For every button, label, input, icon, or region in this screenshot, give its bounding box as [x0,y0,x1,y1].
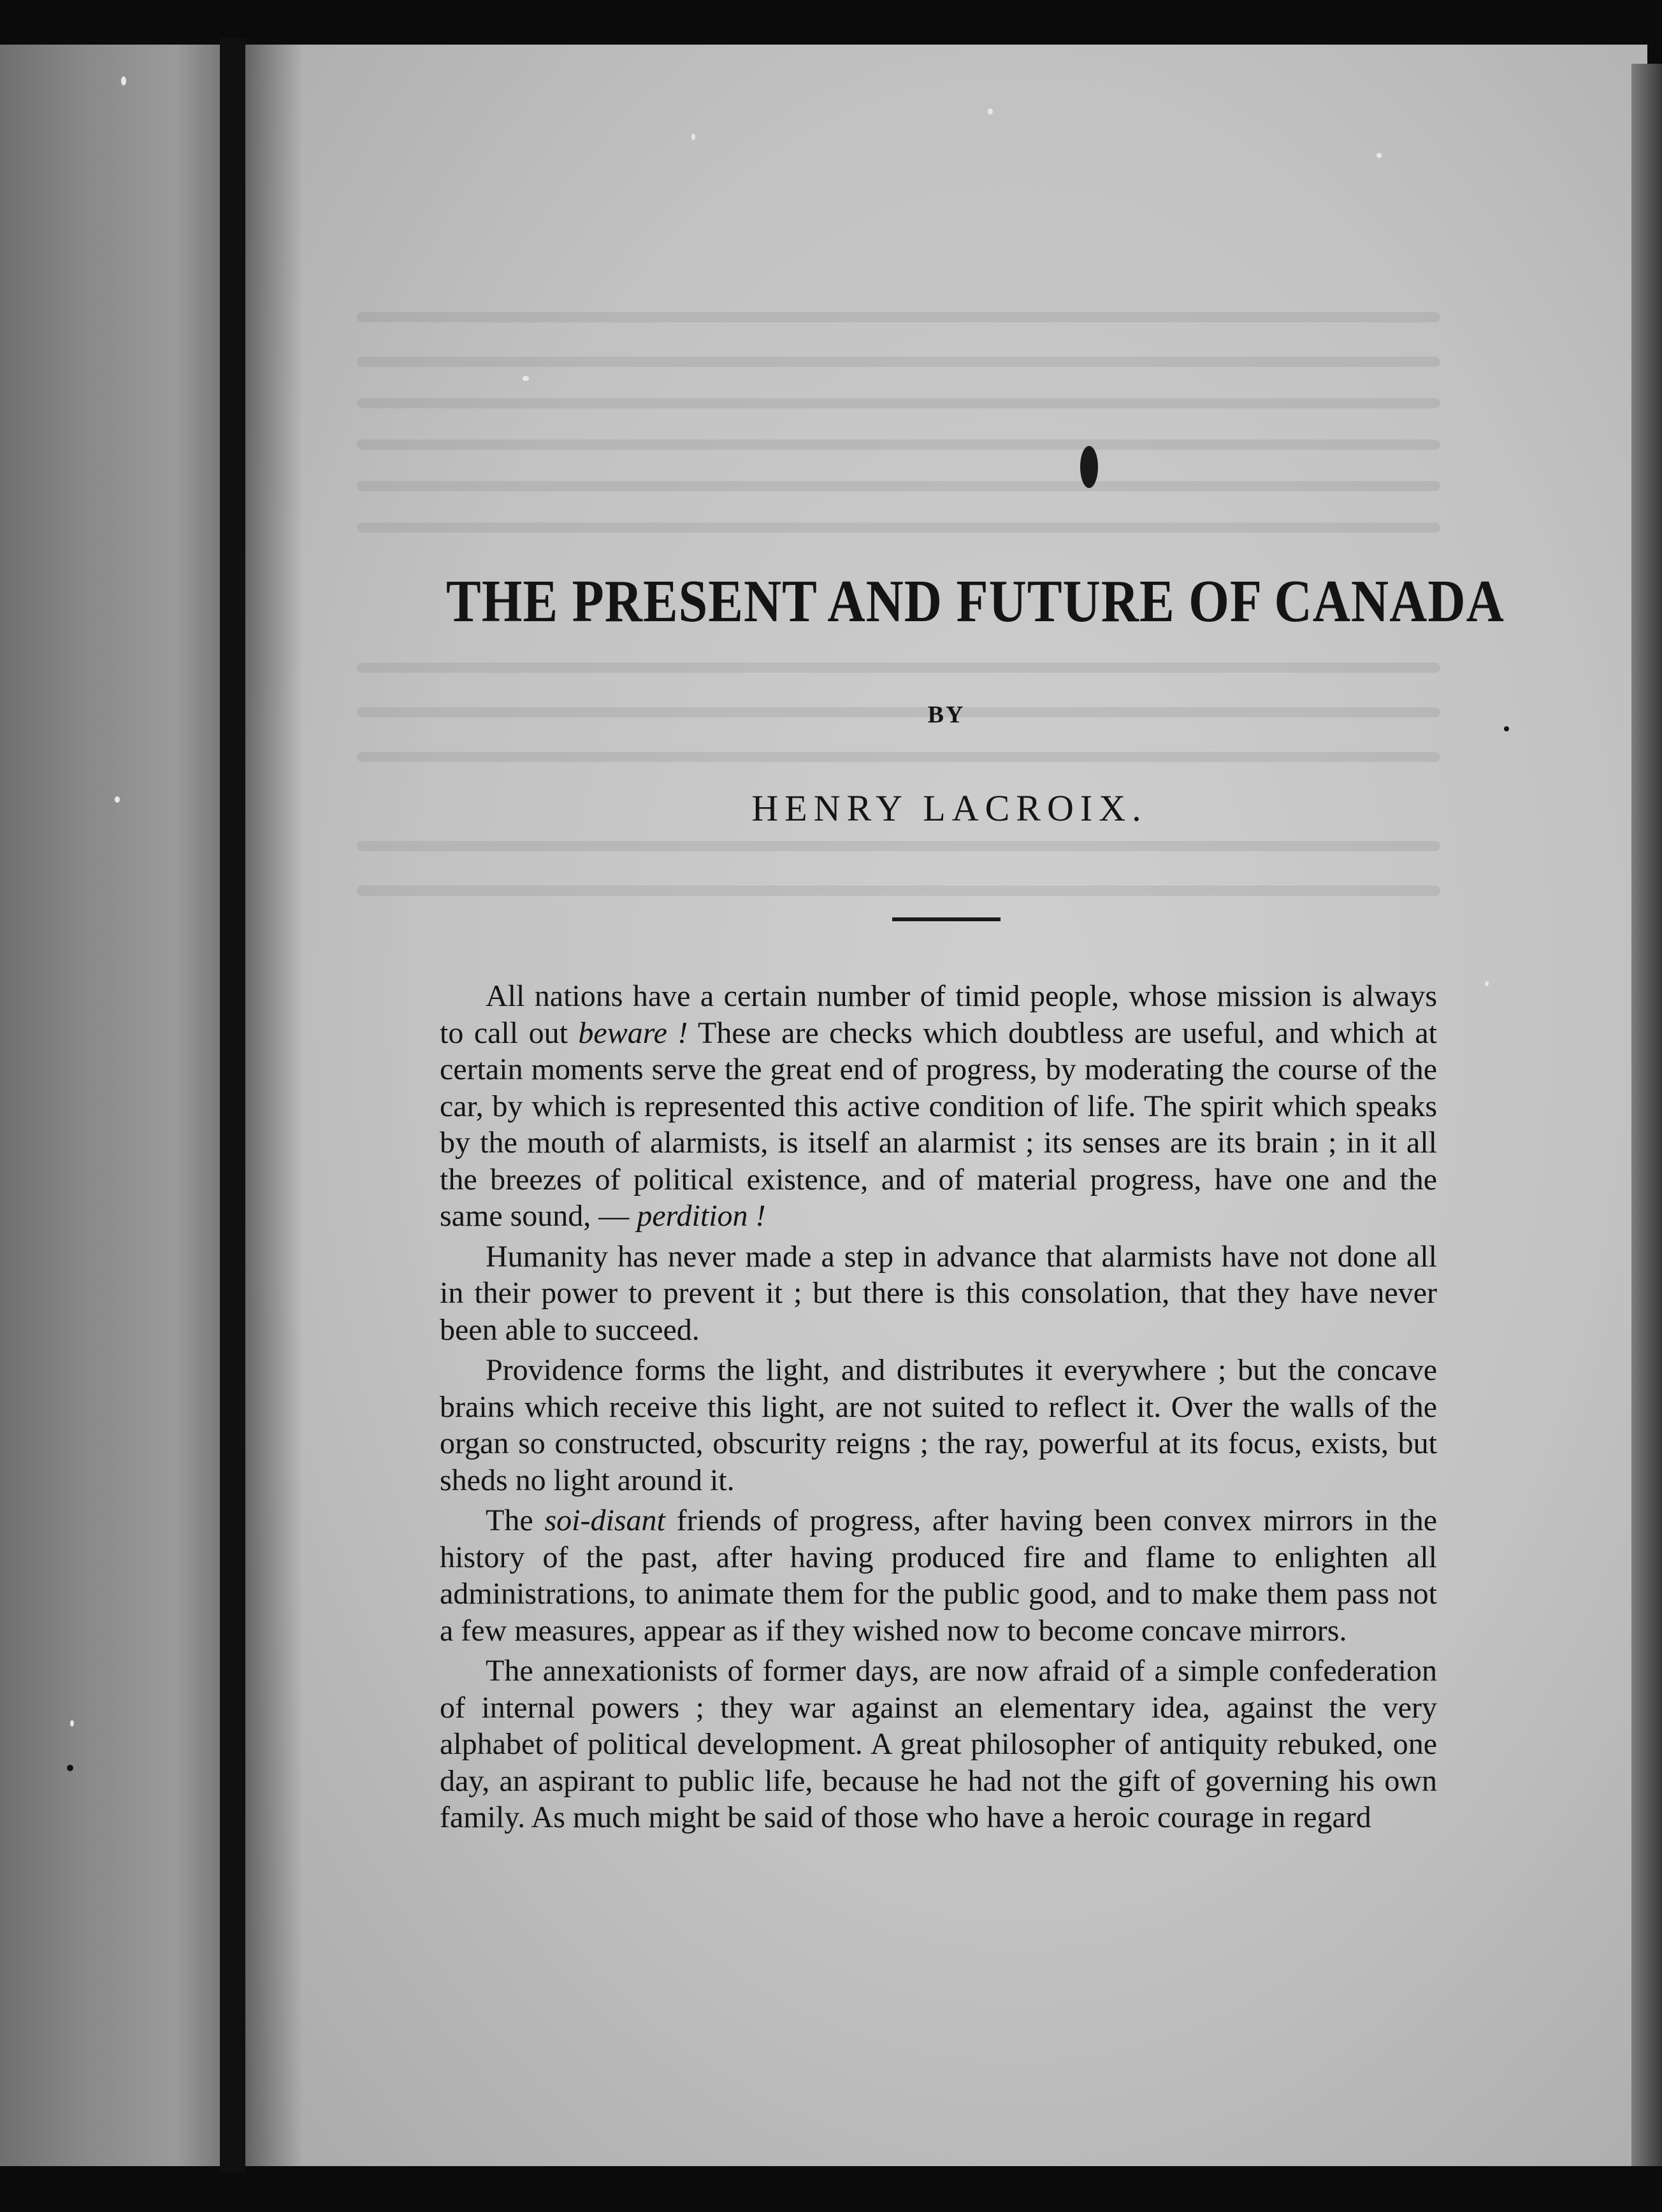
bleed-through-line [357,752,1440,762]
bleed-through-line [357,886,1440,896]
text-run: friends of progress, after having been convex mirrors in the history of the past, after having produced fire and flame to enlighten all administrations, to animate them for the public good, and to make them pass not a few measures, appear as if they wished now to become concave mirrors. [440,1504,1437,1648]
dust-speck [1377,153,1382,158]
paragraph: Providence forms the light, and distributes it everywhere ; but the concave brains which receive this light, are not suited to reflect it. Over the walls of the organ so constructed, obscurity reigns ; the ray, powerful at its focus, exists, but sheds no light around it. [440,1353,1437,1497]
bleed-through-line [357,663,1440,673]
byline-by: BY [927,701,965,728]
body-text [440,978,1437,1840]
paragraph: Humanity has never made a step in advance that alarmists have not done all in their power to prevent it ; but there is this consolation, that they have never been able to succeed. [440,1239,1437,1347]
page-title: THE PRESENT AND FUTURE OF CANADA [446,568,1505,635]
italic-text: soi-disant [544,1504,665,1537]
italic-text: beware ! [578,1016,688,1050]
dust-speck [1504,726,1509,731]
bleed-through-line [357,312,1440,322]
dust-speck [988,108,993,115]
book-gutter [220,38,245,2172]
bleed-through-line [357,522,1440,533]
text-run: All nations have a certain number of timid people, whose mission is always to call out [440,979,1437,1050]
dust-speck [70,1720,74,1727]
gutter-shadow [245,45,303,2166]
italic-text: perdition ! [637,1199,766,1233]
paragraph: The annexationists of former days, are now afraid of a simple confederation of internal powers ; they war against an elementary idea, against the very alphabet of political development. A great philosopher of antiquity rebuked, one day, an aspirant to public life, because he had not the gift of governing his own family. As much might be said of those who have a heroic courage in regard [440,1654,1437,1834]
bleed-through-line [357,841,1440,851]
bleed-through-line [357,398,1440,408]
facing-page-left [0,45,220,2166]
dust-speck [115,796,120,803]
bleed-through-line [357,481,1440,491]
text-run: These are checks which doubtless are useful, and which at certain moments serve the great end of progress, by moderating the course of the car, by which is represented this active condition of life. The spirit which speaks by the mouth of alarmists, is itself an alarmist ; its senses are its brain ; in it all the breezes of political existence, and of material progress, have one and the same sound, — [440,1016,1438,1233]
page-edge-right [1631,64,1662,2166]
author-name: HENRY LACROIX. [751,787,1148,829]
section-divider [892,917,1001,921]
paragraph [440,1502,1437,1649]
dust-speck [67,1765,73,1771]
paragraph [440,978,1437,1235]
bleed-through-line [357,440,1440,450]
dust-speck [691,134,695,140]
dust-speck [121,76,126,85]
dust-speck [523,376,529,381]
ink-blot [1080,446,1098,488]
dust-speck [1485,981,1489,986]
text-run: The [486,1504,545,1537]
bleed-through-line [357,357,1440,367]
